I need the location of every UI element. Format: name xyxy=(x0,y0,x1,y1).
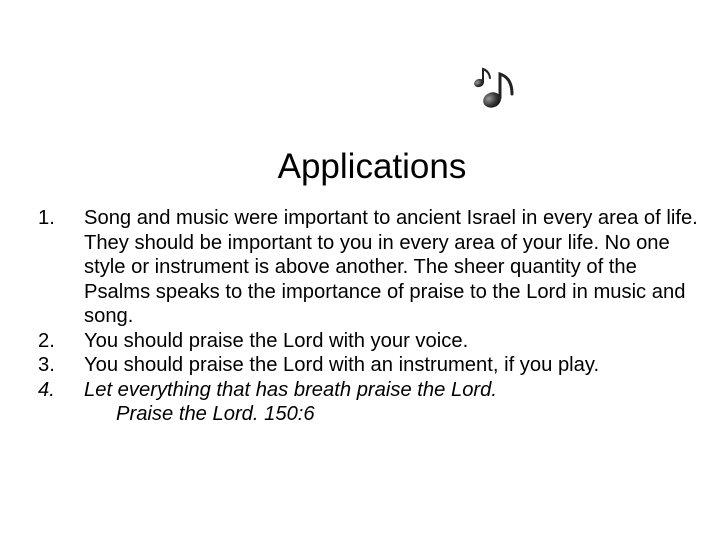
list-item-text: You should praise the Lord with an instrument, if you play. xyxy=(84,354,600,376)
list-item-text: You should praise the Lord with your voice. xyxy=(84,329,469,352)
list-item xyxy=(38,206,698,329)
verse-reference: Praise the Lord. 150:6 xyxy=(116,403,315,425)
list-item-number: 4. xyxy=(38,378,55,401)
list-item-number: 1. xyxy=(38,207,55,229)
music-notes-icon xyxy=(470,66,520,112)
list-item xyxy=(38,378,698,427)
list-item xyxy=(38,329,698,354)
slide-title: Applications xyxy=(277,147,467,186)
list-item xyxy=(38,353,698,378)
list-item-number: 3. xyxy=(38,354,55,376)
list-item-text: Let everything that has breath praise the Lord. xyxy=(84,378,497,401)
list-item-number: 2. xyxy=(38,329,55,352)
applications-list xyxy=(38,206,698,427)
list-item-text: Song and music were important to ancient Israel in every area of life. They should be important to you in every area of your life. No one style or instrument is above another. The sheer quantity of the Psalms speaks to the importance of praise to the Lord in music and song. xyxy=(84,207,698,327)
